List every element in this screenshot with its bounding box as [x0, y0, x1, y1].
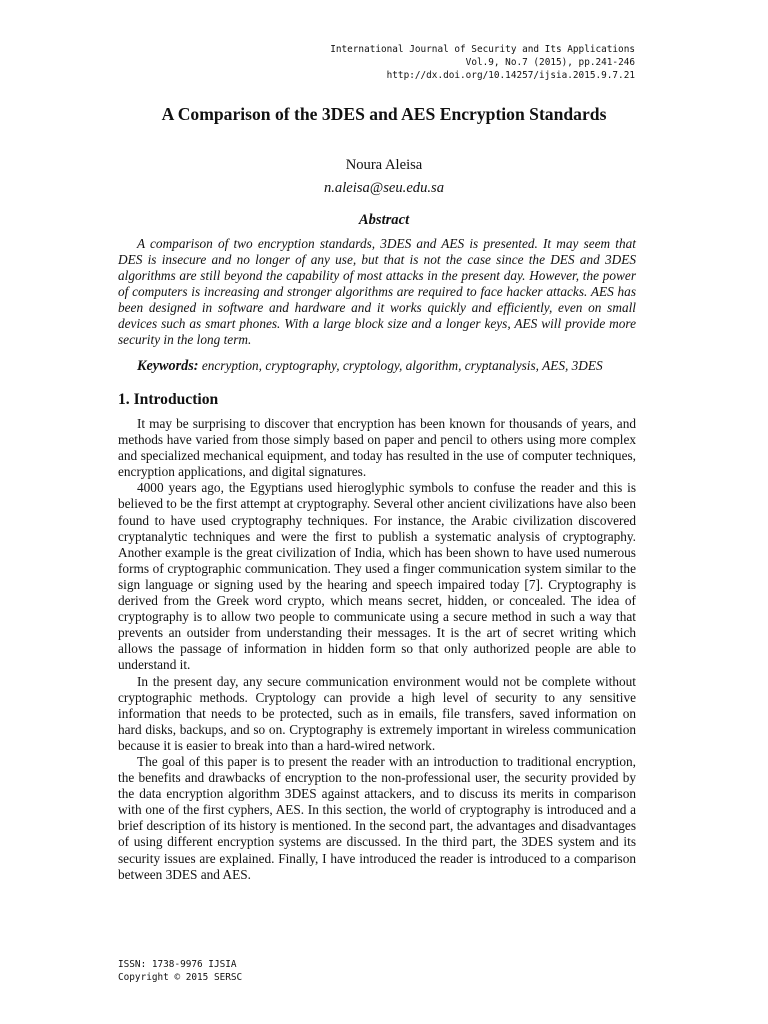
- journal-name: International Journal of Security and Its Applications: [330, 44, 635, 55]
- paper-title: A Comparison of the 3DES and AES Encryption Standards: [161, 104, 607, 124]
- intro-paragraph: 4000 years ago, the Egyptians used hieroglyphic symbols to confuse the reader and this is believed to be the first attempt at cryptography. Several other ancient civilizations have also been found to have used cryptography techniques. For instance, the Arabic civilization discovered cryptanalytic techniques and were the first to publish a systematic analysis of cryptography. Another example is the great civilization of India, which has been shown to have used numerous forms of cryptographic communication. They used a finger communication system similar to the sign language or signing used by the hearing and speech impaired today [7]. Cryptography is derived from the Greek word crypto, which means secret, hidden, or concealed. The idea of cryptography is to allow two people to communicate using a secure method in such a way that prevents an outsider from understanding their messages. It is the art of secret writing which allows the passage of information in hidden form so that only authorized people are able to understand it.: [118, 480, 636, 673]
- introduction-body: [118, 416, 636, 883]
- journal-volume: Vol.9, No.7 (2015), pp.241-246: [465, 57, 635, 68]
- journal-header: [235, 43, 635, 82]
- abstract-text: A comparison of two encryption standards, 3DES and AES is presented. It may seem that DES is insecure and no longer of any use, but that is not the case since the DES and 3DES algorithms are still beyond the capability of most attacks in the present day. However, the power of computers is increasing and stronger algorithms are required to face hacker attacks. AES has been designed in software and hardware and it works quickly and efficiently, even on small devices such as smart phones. With a large block size and a longer keys, AES will provide more security in the long term.: [118, 236, 636, 347]
- section-heading-introduction: 1. Introduction: [118, 391, 219, 408]
- intro-paragraph: In the present day, any secure communication environment would not be complete without cryptographic methods. Cryptology can provide a high level of security to any sensitive information that needs to be protected, such as in emails, file transfers, saved information on hard disks, backups, and so on. Cryptography is extremely important in wireless communication because it is easier to break into than a hard-wired network.: [118, 673, 636, 753]
- keywords-line: [137, 358, 657, 375]
- author-name: Noura Aleisa: [345, 157, 423, 173]
- keywords-list: encryption, cryptography, cryptology, algorithm, cryptanalysis, AES, 3DES: [201, 358, 603, 373]
- keywords-label: Keywords:: [137, 358, 199, 374]
- abstract-heading: Abstract: [358, 212, 410, 228]
- footer-copyright: Copyright © 2015 SERSC: [118, 972, 243, 983]
- page-footer: [118, 958, 242, 984]
- intro-paragraph: The goal of this paper is to present the reader with an introduction to traditional encryption, the benefits and drawbacks of encryption to the non-professional user, the security provided by the data encryption algorithm 3DES against attackers, and to discuss its merits in comparison with one of the first cyphers, AES. In this section, the world of cryptography is introduced and a brief description of its history is mentioned. In the second part, the advantages and disadvantages of using different encryption systems are discussed. In the third part, the 3DES system and its security issues are explained. Finally, I have introduced the reader is introduced to a comparison between 3DES and AES.: [118, 753, 636, 882]
- intro-paragraph: It may be surprising to discover that encryption has been known for thousands of years, and methods have varied from those simply based on paper and pencil to others using more complex and specialized mechanical equipment, and today has resulted in the use of computer techniques, encryption applications, and digital signatures.: [118, 416, 636, 480]
- author-email: n.aleisa@seu.edu.sa: [323, 180, 445, 196]
- journal-doi: http://dx.doi.org/10.14257/ijsia.2015.9.7.21: [386, 70, 635, 81]
- footer-issn: ISSN: 1738-9976 IJSIA: [118, 959, 237, 970]
